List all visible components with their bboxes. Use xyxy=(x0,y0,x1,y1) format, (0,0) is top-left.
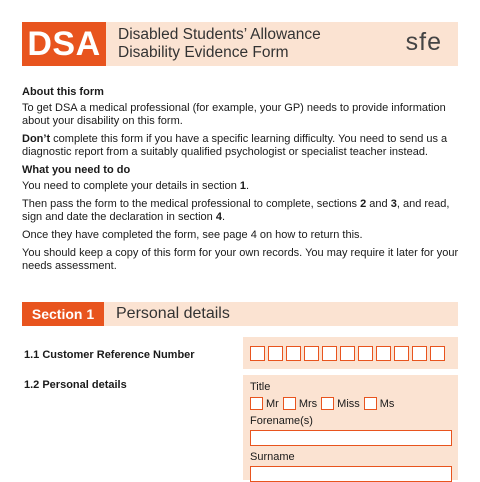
dsa-logo: DSA xyxy=(22,22,106,66)
step3-paragraph: Once they have completed the form, see page 4 on how to return this. xyxy=(22,229,363,241)
form-header xyxy=(22,22,458,66)
title-miss-checkbox[interactable] xyxy=(321,397,334,410)
about-paragraph: To get DSA a medical professional (for example, your GP) needs to provide information about your disability on this form. xyxy=(22,102,446,127)
step4-paragraph: You should keep a copy of this form for your own records. You may require it later for your needs assessment. xyxy=(22,247,459,272)
form-title xyxy=(118,26,321,62)
title-mrs-label: Mrs xyxy=(298,397,318,410)
crn-boxes xyxy=(250,346,445,361)
crn-digit-box[interactable] xyxy=(322,346,337,361)
form-title-line1: Disabled Students’ Allowance xyxy=(118,26,321,43)
crn-digit-box[interactable] xyxy=(340,346,355,361)
dont-paragraph: Don’t complete this form if you have a specific learning difficulty. You need to send us a diagnostic report from a suitably qualified psychologist or specialist teacher instead. xyxy=(22,133,448,158)
section1-tag: Section 1 xyxy=(22,302,104,326)
title-mr-checkbox[interactable] xyxy=(250,397,263,410)
crn-digit-box[interactable] xyxy=(430,346,445,361)
title-ms-label: Ms xyxy=(379,397,395,410)
sfe-logo: sfe xyxy=(405,28,442,56)
crn-digit-box[interactable] xyxy=(412,346,427,361)
crn-digit-box[interactable] xyxy=(358,346,373,361)
title-mr-label: Mr xyxy=(266,397,279,410)
title-mrs-checkbox[interactable] xyxy=(283,397,296,410)
forename-label: Forename(s) xyxy=(250,415,313,427)
crn-digit-box[interactable] xyxy=(304,346,319,361)
crn-digit-box[interactable] xyxy=(376,346,391,361)
about-heading: About this form xyxy=(22,86,104,98)
title-ms-checkbox[interactable] xyxy=(364,397,377,410)
crn-digit-box[interactable] xyxy=(250,346,265,361)
surname-label: Surname xyxy=(250,451,295,463)
personal-details-panel xyxy=(243,375,458,480)
personal-details-label: 1.2 Personal details xyxy=(24,379,127,391)
crn-digit-box[interactable] xyxy=(268,346,283,361)
crn-panel xyxy=(243,337,458,369)
section1-header xyxy=(22,302,458,326)
crn-digit-box[interactable] xyxy=(286,346,301,361)
form-title-line2: Disability Evidence Form xyxy=(118,44,289,61)
section1-title: Personal details xyxy=(116,305,230,322)
crn-label: 1.1 Customer Reference Number xyxy=(24,349,195,361)
step1-paragraph: You need to complete your details in section 1. xyxy=(22,180,250,192)
title-options xyxy=(250,397,398,410)
crn-digit-box[interactable] xyxy=(394,346,409,361)
intro-text xyxy=(22,86,462,278)
step2-paragraph: Then pass the form to the medical professional to complete, sections 2 and 3, and read, sign and date the declaration in section 4. xyxy=(22,198,450,223)
forename-field[interactable] xyxy=(250,430,452,446)
title-miss-label: Miss xyxy=(337,397,360,410)
what-heading: What you need to do xyxy=(22,164,131,176)
title-label: Title xyxy=(250,381,271,393)
